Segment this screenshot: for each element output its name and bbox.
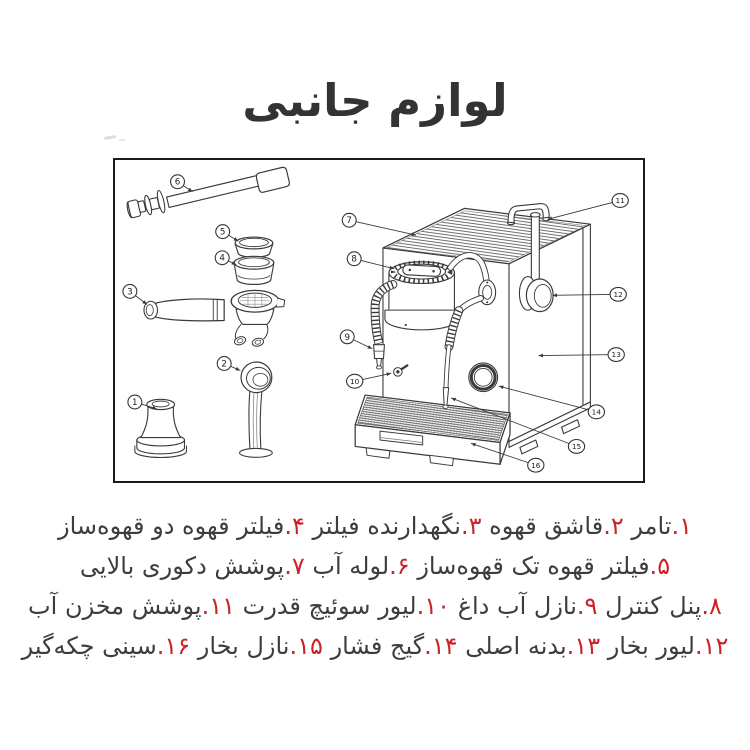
- steam-knob: [519, 277, 553, 312]
- part-label: بدنه اصلی: [465, 632, 567, 660]
- callout-number: 14: [591, 407, 602, 417]
- callout-number: 13: [611, 350, 621, 360]
- legend-line-1: [0, 506, 750, 546]
- part-label: فیلتر قهوه دو قهوه‌ساز: [57, 512, 285, 540]
- part-number: ۴.: [284, 512, 305, 540]
- diagram-frame: [113, 158, 645, 483]
- part-label: فیلتر قهوه تک قهوه‌ساز: [417, 552, 650, 580]
- part-number: ۱.: [671, 512, 692, 540]
- parts-legend: [0, 506, 750, 666]
- portafilter-drawing: [144, 290, 285, 347]
- callout-leader-line: [231, 366, 240, 370]
- machine-foot: [520, 440, 538, 454]
- part-number: ۳.: [460, 512, 482, 540]
- smudge-mark: [104, 135, 116, 140]
- part-number: ۵.: [649, 552, 671, 580]
- group-head: [385, 262, 458, 330]
- smudge-mark: [119, 139, 125, 141]
- callout-number: 9: [344, 332, 351, 343]
- callout-leader-line: [356, 222, 415, 235]
- coffee-spoon-drawing: [240, 362, 273, 457]
- callout-leader-line: [354, 340, 372, 349]
- callout-leader-line: [184, 186, 193, 192]
- double-filter-basket-drawing: [234, 256, 274, 284]
- part-number: ۱۶.: [156, 632, 191, 660]
- callout-leader-line: [548, 203, 612, 220]
- callout-leader-line: [229, 235, 238, 241]
- legend-line-2: [0, 546, 750, 586]
- callout-leader-line: [136, 296, 147, 304]
- callout-number: 1: [132, 397, 138, 408]
- part-label: پنل کنترل: [605, 592, 702, 620]
- legend-line-3: [0, 586, 750, 626]
- callout-number: 2: [221, 359, 227, 370]
- part-label: نگهدارنده فیلتر: [312, 512, 461, 540]
- pressure-gauge: [469, 363, 498, 392]
- part-label: نازل آب داغ: [457, 592, 577, 620]
- part-label: پوشش مخزن آب: [28, 592, 202, 620]
- tamper-drawing: [135, 399, 187, 457]
- callout-number: 11: [615, 196, 625, 206]
- part-label: لیور سوئیچ قدرت: [242, 592, 417, 620]
- part-number: ۸.: [701, 592, 722, 620]
- part-label: تامر: [631, 512, 672, 540]
- espresso-machine-exploded-diagram: [115, 160, 643, 481]
- callout-number: 12: [613, 290, 623, 299]
- part-number: ۱۲.: [694, 632, 729, 660]
- part-number: ۱۵.: [289, 632, 323, 660]
- part-number: ۲.: [603, 512, 624, 540]
- callout-number: 16: [531, 460, 541, 470]
- callout-number: 7: [346, 216, 353, 227]
- part-label: سینی چکه‌گیر: [21, 632, 157, 660]
- water-pipe-drawing: [125, 167, 289, 220]
- part-label: لیور بخار: [607, 632, 695, 660]
- steam-valve-rod: [531, 213, 541, 281]
- single-filter-basket-drawing: [235, 237, 273, 257]
- callout-number: 5: [219, 227, 226, 238]
- callout-number: 15: [571, 442, 582, 452]
- callout-number: 4: [219, 253, 225, 264]
- part-number: ۷.: [284, 552, 305, 580]
- part-number: ۹.: [576, 592, 598, 620]
- part-label: پوشش دکوری بالایی: [79, 552, 285, 580]
- part-number: ۱۱.: [201, 592, 235, 620]
- machine-foot: [562, 420, 580, 434]
- part-label: نازل بخار: [197, 632, 290, 660]
- part-number: ۶.: [389, 552, 410, 580]
- callout-number: 10: [350, 376, 360, 386]
- part-number: ۱۴.: [424, 632, 458, 660]
- page-title: لوازم جانبی: [242, 74, 508, 127]
- callout-number: 8: [351, 254, 357, 265]
- callout-number: 6: [174, 177, 181, 188]
- callout-number: 3: [127, 287, 133, 298]
- part-label: گیج فشار: [330, 632, 425, 660]
- legend-line-4: [0, 626, 750, 666]
- part-label: قاشق قهوه: [489, 512, 604, 540]
- part-number: ۱۰.: [416, 592, 451, 620]
- part-label: لوله آب: [312, 552, 390, 580]
- part-number: ۱۳.: [566, 632, 601, 660]
